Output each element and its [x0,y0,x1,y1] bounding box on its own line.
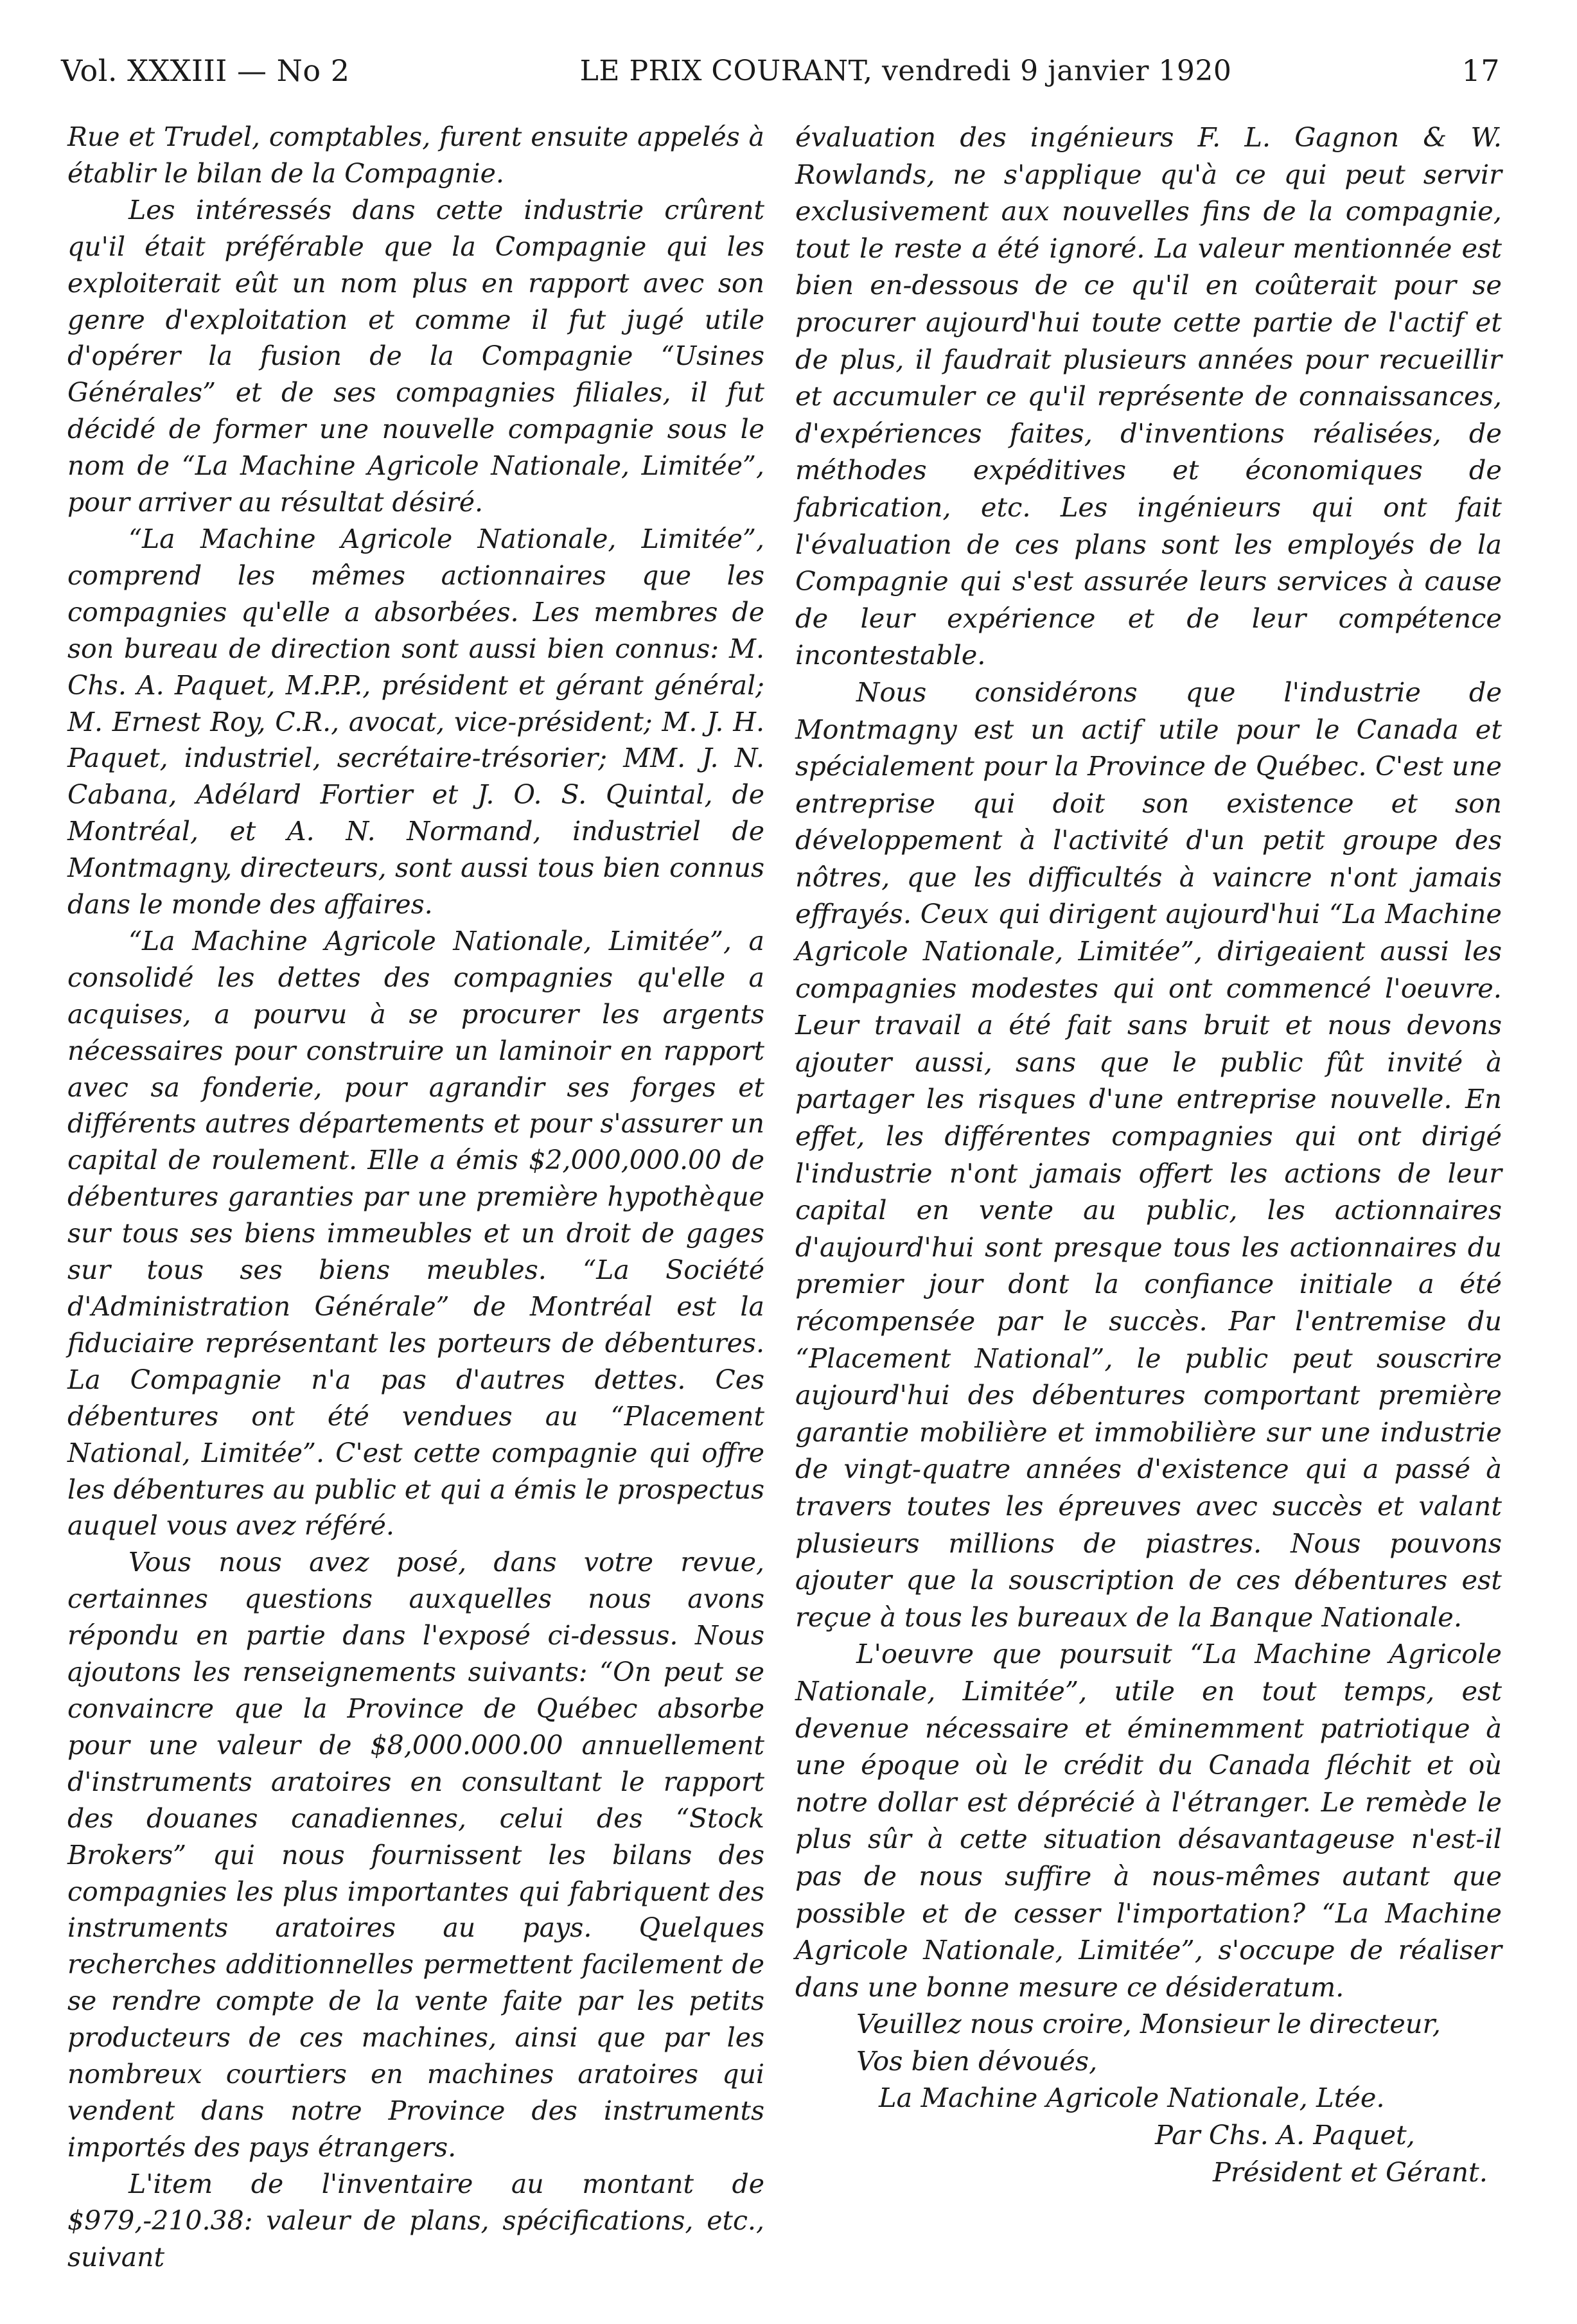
paragraph: L'oeuvre que poursuit “La Machine Agricole Nationale, Limitée”, utile en tout temps, est devenue nécessaire et éminemment patriotique à une époque où le crédit du Canada fléchit et où notre dollar est déprécié à l'étranger. Le remède le plus sûr à cette situation désavantageuse n'est-il pas de nous suffire à nous-mêmes autant que possible et de cesser l'importation? “La Machine Agricole Nationale, Limitée”, s'occupe de réaliser dans une bonne mesure ce désideratum. [795,1638,1502,2003]
paragraph: L'item de l'inventaire au montant de $979,-210.38: valeur de plans, spécifications, etc., suivant [67,2168,764,2273]
left-column [67,119,764,2275]
paragraph: “La Machine Agricole Nationale, Limitée”, a consolidé les dettes des compagnies qu'elle a acquises, a pourvu à se procurer les argents nécessaires pour construire un laminoir en rapport avec sa fonderie, pour agrandir ses forges et différents autres départements et pour s'assurer un capital de roulement. Elle a émis $2,000,000.00 de débentures garanties par une première hypothèque sur tous ses biens immeubles et un droit de gages sur tous ses biens meubles. “La Société d'Administration Générale” de Montréal est la fiduciaire représentant les porteurs de débentures. La Compagnie n'a pas d'autres dettes. Ces débentures ont été vendues au “Placement National, Limitée”. C'est cette compagnie qui offre les débentures au public et qui a émis le prospectus auquel vous avez référé. [67,925,764,1542]
paragraph: Vous nous avez posé, dans votre revue, certainnes questions auxquelles nous avons répondu en partie dans l'exposé ci-dessus. Nous ajoutons les renseignements suivants: “On peut se convaincre que la Province de Québec absorbe pour une valeur de $8,000.000.00 annuellement d'instruments aratoires en consultant le rapport des douanes canadiennes, celui des “Stock Brokers” qui nous fournissent les bilans des compagnies les plus importantes qui fabriquent des instruments aratoires au pays. Quelques recherches additionnelles permettent facilement de se rendre compte de la vente faite par les petits producteurs de ces machines, ainsi que par les nombreux courtiers en machines aratoires qui vendent dans notre Province des instruments importés des pays étrangers. [67,1547,764,2163]
publication-title: LE PRIX COURANT, vendredi 9 janvier 1920 [579,54,1232,87]
salutation: Vos bien dévoués, [856,2045,1098,2077]
signature-block [795,2005,1502,2190]
signer-title: Président et Gérant. [1213,2156,1488,2188]
paragraph: “La Machine Agricole Nationale, Limitée”, comprend les mêmes actionnaires que les compagnies qu'elle a absorbées. Les membres de son bureau de direction sont aussi bien connus: M. Chs. A. Paquet, M.P.P., président et gérant général; M. Ernest Roy, C.R., avocat, vice-président; M. J. H. Paquet, industriel, secrétaire-trésorier; MM. J. N. Cabana, Adélard Fortier et J. O. S. Quintal, de Montréal, et A. N. Normand, industriel de Montmagny, directeurs, sont aussi tous bien connus dans le monde des affaires. [67,523,764,920]
paragraph: Rue et Trudel, comptables, furent ensuite appelés à établir le bilan de la Compagnie. [67,121,764,189]
paragraph: Les intéressés dans cette industrie crûrent qu'il était préférable que la Compagnie qui les exploiterait eût un nom plus en rapport avec son genre d'exploitation et comme il fut jugé utile d'opérer la fusion de la Compagnie “Usines Générales” et de ses compagnies filiales, il fut décidé de former une nouvelle compagnie sous le nom de “La Machine Agricole Nationale, Limitée”, pour arriver au résultat désiré. [67,194,764,518]
paragraph: évaluation des ingénieurs F. L. Gagnon & W. Rowlands, ne s'applique qu'à ce qui peut servir exclusivement aux nouvelles fins de la compagnie, tout le reste a été ignoré. La valeur mentionnée est bien en-dessous de ce qu'il en coûterait pour se procurer aujourd'hui toute cette partie de l'actif et de plus, il faudrait plusieurs années pour recueillir et accumuler ce qu'il représente de connaissances, d'expériences faites, d'inventions réalisées, de méthodes expéditives et économiques de fabrication, etc. Les ingénieurs qui ont fait l'évaluation de ces plans sont les employés de la Compagnie qui s'est assurée leurs services à cause de leur expérience et de leur compétence incontestable. [795,121,1502,671]
signer-name: Par Chs. A. Paquet, [1155,2119,1415,2151]
closing-line: Veuillez nous croire, Monsieur le directeur, [856,2008,1441,2040]
company-name: La Machine Agricole Nationale, Ltée. [879,2082,1385,2114]
paragraph: Nous considérons que l'industrie de Montmagny est un actif utile pour le Canada et spécialement pour la Province de Québec. C'est une entreprise qui doit son existence et son développement à l'activité d'un petit groupe des nôtres, que les difficultés à vaincre n'ont jamais effrayés. Ceux qui dirigent aujourd'hui “La Machine Agricole Nationale, Limitée”, dirigeaient aussi les compagnies modestes qui ont commencé l'oeuvre. Leur travail a été fait sans bruit et nous devons ajouter aussi, sans que le public fût invité à partager les risques d'une entreprise nouvelle. En effet, les différentes compagnies qui ont dirigé l'industrie n'ont jamais offert les actions de leur capital en vente au public, les actionnaires d'aujourd'hui sont presque tous les actionnaires du premier jour dont la confiance initiale a été récompensée par le succès. Par l'entremise du “Placement National”, le public peut souscrire aujourd'hui des débentures comportant première garantie mobilière et immobilière sur une industrie de vingt-quatre années d'existence qui a passé à travers toutes les épreuves avec succès et valant plusieurs millions de piastres. Nous pouvons ajouter que la souscription de ces débentures est reçue à tous les bureaux de la Banque Nationale. [795,676,1502,1633]
right-column [795,119,1502,2190]
volume-number: Vol. XXXIII — No 2 [61,53,350,88]
page-header [61,45,1500,96]
page-number: 17 [1461,53,1500,88]
